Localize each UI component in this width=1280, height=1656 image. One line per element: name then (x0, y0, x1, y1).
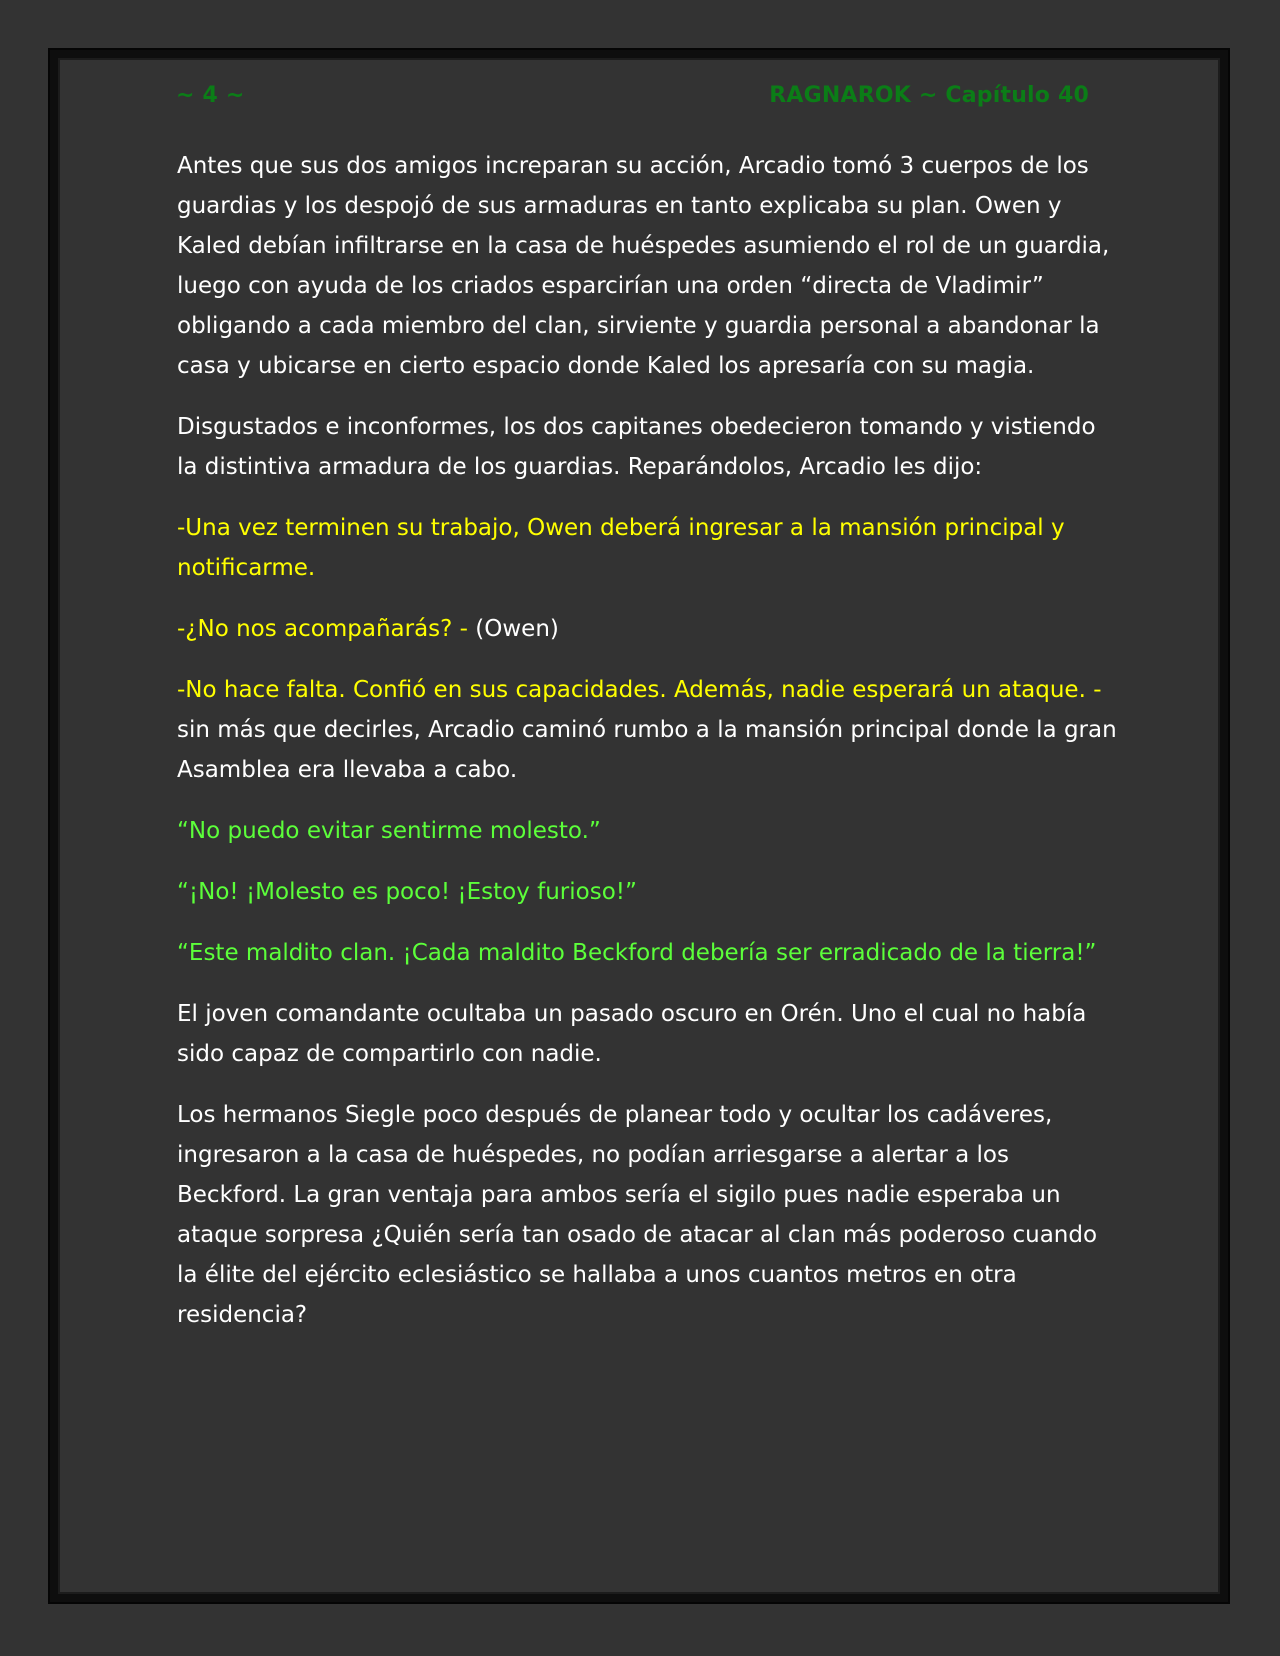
dialogue-text: -No hace falta. Confió en sus capacidades. Además, nadie esperará un ataque. - (177, 677, 1102, 703)
narration-text: Disgustados e inconformes, los dos capitanes obedecieron tomando y vistiendo la distintiva armadura de los guardias. Reparándolos, Arcadio les dijo: (177, 414, 1096, 480)
paragraph-thought-3 (177, 933, 1117, 973)
book-chapter-title: RAGNAROK ~ Capítulo 40 (769, 82, 1089, 108)
thought-text: “Este maldito clan. ¡Cada maldito Beckford debería ser erradicado de la tierra!” (177, 940, 1097, 966)
page-number: ~ 4 ~ (176, 82, 245, 108)
paragraph-narration-4 (177, 1095, 1117, 1335)
page-header (176, 78, 1089, 112)
dialogue-text: -Una vez terminen su trabajo, Owen deberá ingresar a la mansión principal y notificarme. (177, 515, 1065, 581)
thought-text: “No puedo evitar sentirme molesto.” (177, 818, 601, 844)
paragraph-narration-2 (177, 407, 1117, 487)
paragraph-narration-1 (177, 146, 1117, 386)
narration-text: Antes que sus dos amigos increparan su acción, Arcadio tomó 3 cuerpos de los guardias y los despojó de sus armaduras en tanto explicaba su plan. Owen y Kaled debían infiltrarse en la casa de huéspedes asumiendo el rol de un guardia, luego con ayuda de los criados esparcirían una orden “directa de Vladimir” obligando a cada miembro del clan, sirviente y guardia personal a abandonar la casa y ubicarse en cierto espacio donde Kaled los apresaría con su magia. (177, 153, 1110, 379)
thought-text: “¡No! ¡Molesto es poco! ¡Estoy furioso!” (177, 879, 637, 905)
paragraph-thought-2 (177, 872, 1117, 912)
narration-text: sin más que decirles, Arcadio caminó rumbo a la mansión principal donde la gran Asamblea era llevaba a cabo. (177, 717, 1117, 783)
paragraph-narration-3 (177, 994, 1117, 1074)
speaker-tag: (Owen) (467, 616, 559, 642)
narration-text: Los hermanos Siegle poco después de planear todo y ocultar los cadáveres, ingresaron a la casa de huéspedes, no podían arriesgarse a alertar a los Beckford. La gran ventaja para ambos sería el sigilo pues nadie esperaba un ataque sorpresa ¿Quién sería tan osado de atacar al clan más poderoso cuando la élite del ejército eclesiástico se hallaba a unos cuantos metros en otra residencia? (177, 1102, 1098, 1328)
narration-text: El joven comandante ocultaba un pasado oscuro en Orén. Uno el cual no había sido capaz de compartirlo con nadie. (177, 1001, 1087, 1067)
paragraph-thought-1 (177, 811, 1117, 851)
paragraph-dialogue-arcadio-1 (177, 508, 1117, 588)
paragraph-dialogue-arcadio-2 (177, 670, 1117, 790)
dialogue-text: -¿No nos acompañarás? - (177, 616, 468, 642)
paragraph-dialogue-owen (177, 609, 1117, 649)
chapter-body (177, 146, 1117, 1356)
